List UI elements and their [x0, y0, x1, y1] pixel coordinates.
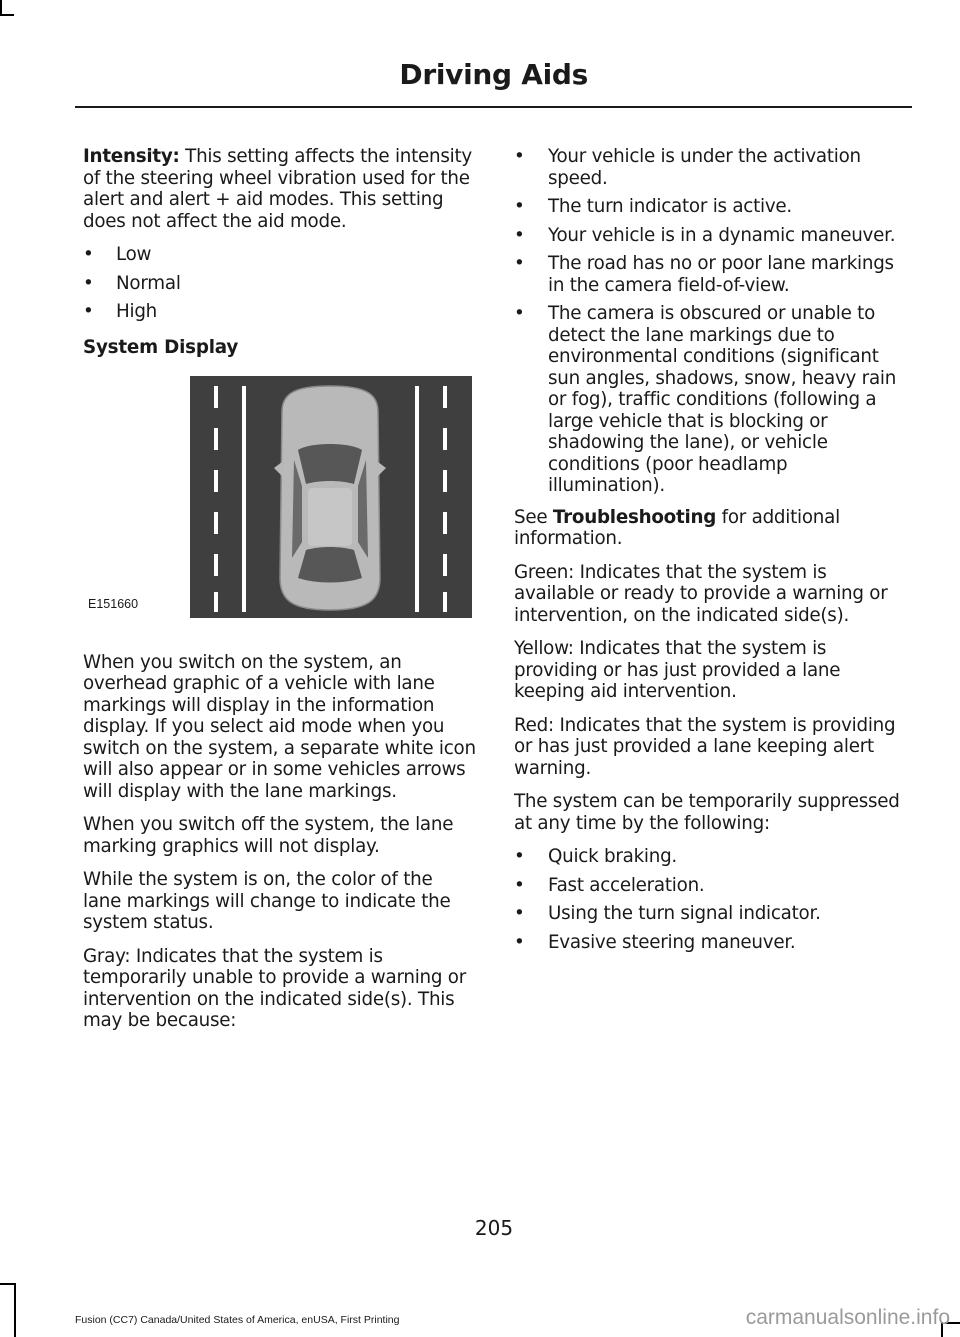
system-display-heading: System Display [83, 336, 239, 358]
bullet: • [83, 301, 94, 322]
see-suffix: for additional information. [514, 506, 840, 549]
suppressed-paragraph: The system can be temporarily suppressed at any time by the following: [514, 791, 900, 834]
gray-reasons-list [514, 146, 909, 497]
bullet: • [514, 303, 525, 324]
car-icon [274, 386, 386, 610]
list-item [514, 146, 909, 189]
bullet: • [514, 874, 525, 896]
intensity-options-list [83, 244, 476, 323]
lane-marking [443, 470, 447, 492]
list-item-text: High [116, 301, 158, 322]
body-paragraph: Gray: Indicates that the system is temporarily unable to provide a warning or intervention on the indicated side(s). This may be because: [83, 945, 467, 1031]
suppress-list [514, 846, 909, 953]
list-item-text: Evasive steering maneuver. [548, 931, 796, 953]
list-item-text: The camera is obscured or unable to detect the lane markings due to environmental conditions (significant sun angles, shadows, snow, heavy rain or fog), traffic conditions (following a large vehicle that is blocking or shadowing the lane), or vehicle conditions (poor headlamp illumination). [548, 303, 897, 496]
lane-marking [443, 386, 447, 408]
list-item [83, 244, 476, 266]
bullet: • [514, 903, 525, 924]
list-item-text: The turn indicator is active. [548, 196, 792, 217]
list-item [514, 196, 909, 218]
list-item-text: Low [116, 244, 152, 265]
body-paragraph: When you switch off the system, the lane marking graphics will not display. [83, 814, 454, 857]
bullet: • [83, 244, 94, 265]
red-status-paragraph: Red: Indicates that the system is providing or has just provided a lane keeping alert warning. [514, 714, 896, 779]
lane-marking [214, 592, 218, 612]
lane-marking [214, 554, 218, 576]
list-item [514, 875, 909, 897]
yellow-status-paragraph: Yellow: Indicates that the system is providing or has just provided a lane keeping aid intervention. [514, 638, 841, 702]
list-item [514, 932, 909, 954]
list-item [514, 903, 909, 925]
lane-display-figure [83, 372, 476, 622]
crop-mark [14, 1283, 16, 1337]
list-item [83, 273, 476, 295]
bullet: • [83, 272, 94, 294]
bullet: • [514, 224, 525, 246]
list-item-text: Fast acceleration. [548, 874, 705, 896]
page-number: 205 [474, 1216, 514, 1240]
page-header-title: Driving Aids [399, 58, 588, 91]
lane-marking [443, 512, 447, 534]
list-item [514, 846, 909, 868]
troubleshooting-link[interactable]: Troubleshooting [552, 506, 717, 528]
figure-id: E151660 [88, 596, 139, 611]
bullet: • [514, 253, 525, 274]
list-item-text: The road has no or poor lane markings in the camera field-of-view. [548, 253, 894, 296]
list-item-text: Normal [116, 272, 181, 294]
lane-marking [443, 428, 447, 450]
right-column [514, 146, 909, 963]
left-column [83, 146, 476, 1044]
bullet: • [514, 846, 525, 867]
intensity-label: Intensity: [83, 146, 180, 167]
lane-marking [214, 386, 218, 408]
lane-marking [242, 386, 246, 612]
body-paragraph: While the system is on, the color of the lane markings will change to indicate the system status. [83, 869, 451, 933]
green-status-paragraph: Green: Indicates that the system is available or ready to provide a warning or intervention, on the indicated side(s). [514, 561, 888, 626]
troubleshooting-reference [514, 507, 909, 550]
lane-marking [214, 470, 218, 492]
lane-keeping-display-illustration [164, 372, 474, 622]
list-item [514, 225, 909, 247]
list-item-text: Your vehicle is in a dynamic maneuver. [548, 224, 896, 246]
lane-marking [443, 554, 447, 576]
header-divider [75, 106, 912, 108]
lane-marking [214, 512, 218, 534]
crop-mark [0, 14, 14, 16]
list-item-text: Quick braking. [548, 846, 677, 867]
lane-marking [214, 428, 218, 450]
list-item [514, 253, 909, 296]
bullet: • [514, 196, 525, 217]
see-prefix: See [514, 506, 553, 528]
crop-mark [0, 0, 2, 14]
bullet: • [514, 146, 525, 167]
list-item-text: Your vehicle is under the activation speed. [548, 146, 861, 189]
crop-mark [0, 1283, 14, 1285]
list-item-text: Using the turn signal indicator. [548, 903, 821, 924]
intensity-text: This setting affects the intensity of the steering wheel vibration used for the alert and alert + aid modes. This setting does not affect the aid mode. [83, 146, 472, 232]
intensity-paragraph [83, 146, 476, 232]
footer-edition: Fusion (CC7) Canada/United States of America, enUSA, First Printing [75, 1314, 400, 1326]
body-paragraph: When you switch on the system, an overhead graphic of a vehicle with lane markings will display in the information display. If you select aid mode when you switch on the system, a separate white icon will also appear or in some vehicles arrows will display with the lane markings. [83, 651, 476, 802]
list-item [514, 303, 909, 497]
lane-marking [443, 592, 447, 612]
lane-marking [415, 386, 419, 612]
list-item [83, 301, 476, 323]
watermark: carmanualsonline.info [745, 1306, 950, 1329]
bullet: • [514, 931, 525, 953]
